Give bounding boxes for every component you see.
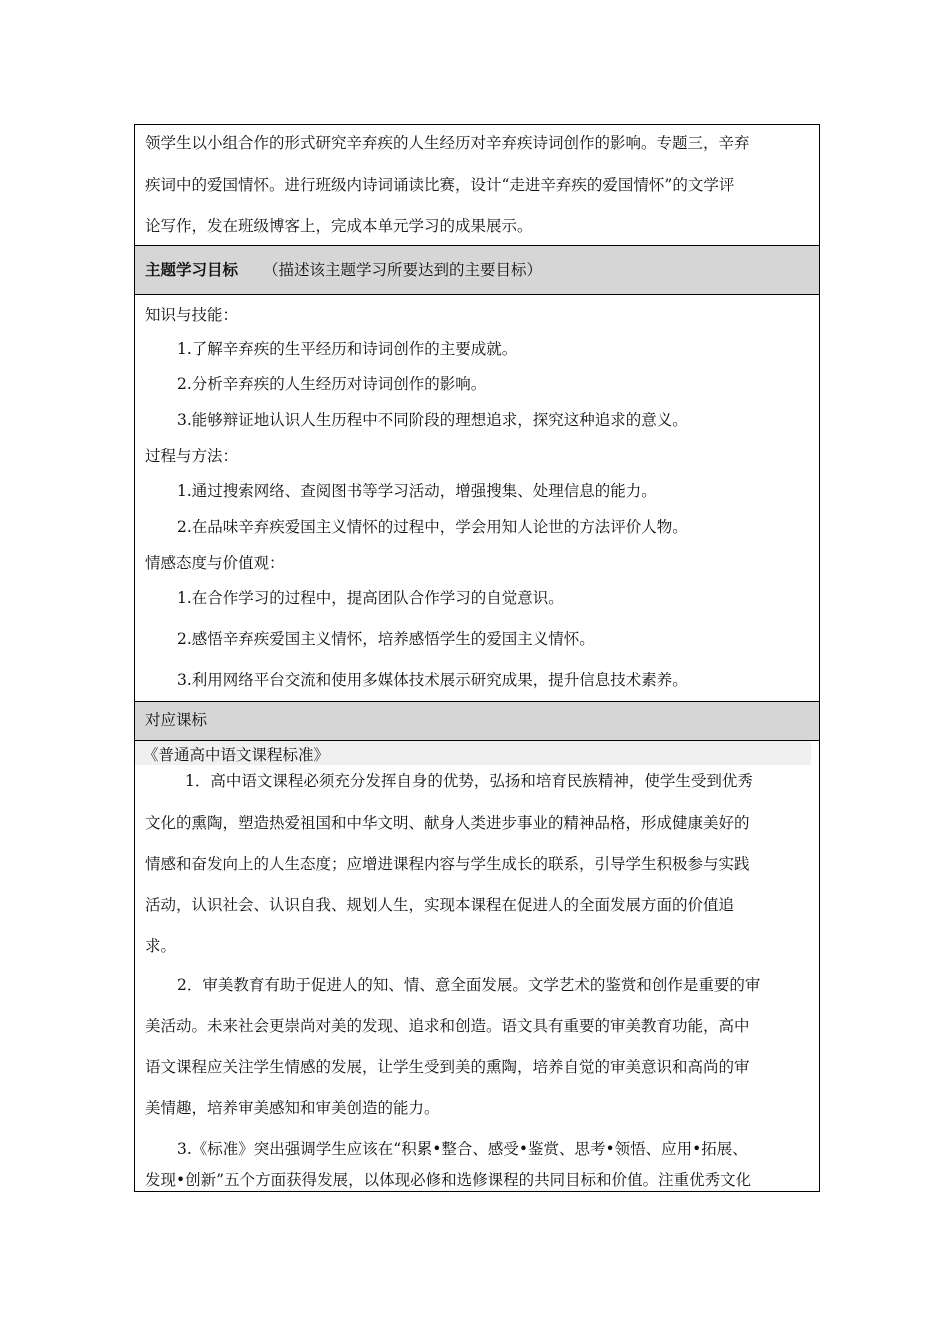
knowledge-item: 1.了解辛弃疾的生平经历和诗词创作的主要成就。 bbox=[177, 340, 518, 358]
process-item: 2.在品味辛弃疾爱国主义情怀的过程中，学会用知人论世的方法评价人物。 bbox=[177, 518, 688, 536]
intro-line: 论写作，发在班级博客上，完成本单元学习的成果展示。 bbox=[145, 217, 533, 235]
standards-source-row bbox=[135, 741, 811, 765]
standards-para1-line: 情感和奋发向上的人生态度；应增进课程内容与学生成长的联系，引导学生积极参与实践 bbox=[145, 855, 750, 873]
emotion-item: 3.利用网络平台交流和使用多媒体技术展示研究成果，提升信息技术素养。 bbox=[177, 671, 688, 689]
knowledge-item: 2.分析辛弃疾的人生经历对诗词创作的影响。 bbox=[177, 375, 487, 393]
standards-para1-line: 活动，认识社会、认识自我、规划人生，实现本课程在促进人的全面发展方面的价值追 bbox=[145, 896, 735, 914]
intro-line: 疾词中的爱国情怀。进行班级内诗词诵读比赛，设计“走进辛弃疾的爱国情怀”的文学评 bbox=[145, 176, 735, 194]
process-heading: 过程与方法： bbox=[145, 447, 239, 465]
objectives-title: 主题学习目标 bbox=[145, 260, 239, 279]
emotion-item: 1.在合作学习的过程中，提高团队合作学习的自觉意识。 bbox=[177, 589, 564, 607]
objectives-subtitle: （描述该主题学习所要达到的主要目标） bbox=[263, 261, 543, 279]
standards-source: 《普通高中语文课程标准》 bbox=[143, 746, 330, 764]
standards-para2-line: 2．审美教育有助于促进人的知、情、意全面发展。文学艺术的鉴赏和创作是重要的审 bbox=[177, 976, 761, 994]
knowledge-heading: 知识与技能： bbox=[145, 306, 239, 324]
emotion-item: 2.感悟辛弃疾爱国主义情怀，培养感悟学生的爱国主义情怀。 bbox=[177, 630, 595, 648]
intro-line: 领学生以小组合作的形式研究辛弃疾的人生经历对辛弃疾诗词创作的影响。专题三，辛弃 bbox=[145, 134, 750, 152]
document-table bbox=[134, 124, 820, 1192]
standards-para2-line: 美活动。未来社会更崇尚对美的发现、追求和创造。语文具有重要的审美教育功能，高中 bbox=[145, 1017, 750, 1035]
standards-para2-line: 美情趣，培养审美感知和审美创造的能力。 bbox=[145, 1099, 440, 1117]
process-item: 1.通过搜索网络、查阅图书等学习活动，增强搜集、处理信息的能力。 bbox=[177, 482, 657, 500]
standards-para3-line: 发现•创新”五个方面获得发展，以体现必修和选修课程的共同目标和价值。注重优秀文化 bbox=[145, 1171, 752, 1189]
standards-para2-line: 语文课程应关注学生情感的发展，让学生受到美的熏陶，培养自觉的审美意识和高尚的审 bbox=[145, 1058, 750, 1076]
standards-para1-line: 求。 bbox=[145, 937, 177, 955]
standards-para1-line: 文化的熏陶，塑造热爱祖国和中华文明、献身人类进步事业的精神品格，形成健康美好的 bbox=[145, 814, 750, 832]
knowledge-item: 3.能够辩证地认识人生历程中不同阶段的理想追求，探究这种追求的意义。 bbox=[177, 411, 688, 429]
emotion-heading: 情感态度与价值观： bbox=[145, 554, 285, 572]
standards-para1-line: 1．高中语文课程必须充分发挥自身的优势，弘扬和培育民族精神，使学生受到优秀 bbox=[185, 772, 753, 790]
standards-header bbox=[135, 701, 819, 741]
standards-para3-line: 3.《标准》突出强调学生应该在“积累•整合、感受•鉴赏、思考•领悟、应用•拓展、 bbox=[177, 1140, 748, 1158]
standards-title: 对应课标 bbox=[145, 711, 208, 729]
objectives-header bbox=[135, 245, 819, 295]
